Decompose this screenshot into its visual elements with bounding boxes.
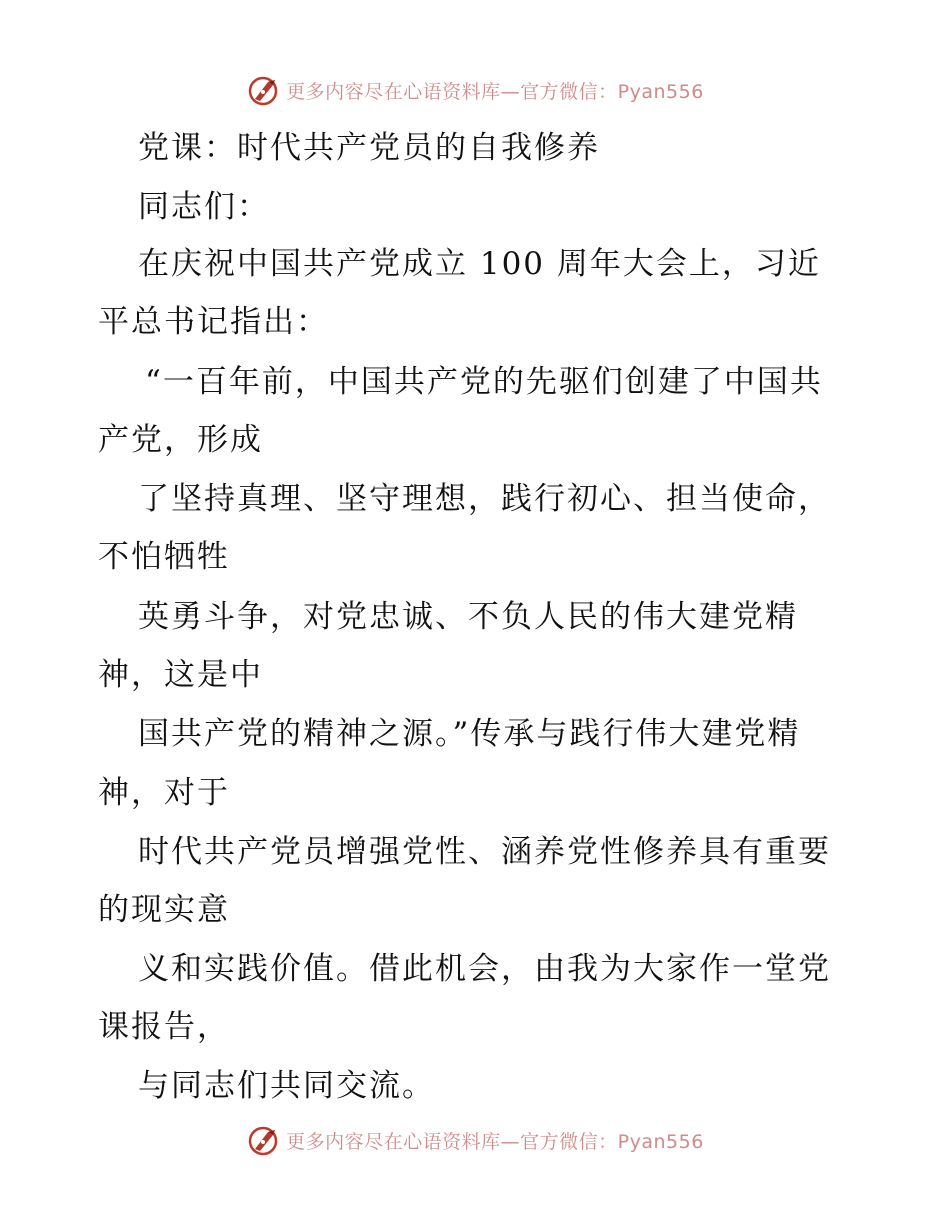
header-watermark — [0, 70, 950, 110]
paragraph-line: 不怕牺牲 — [98, 539, 230, 575]
paragraph-line: 同志们： — [138, 189, 270, 225]
document-title: 党课：时代共产党员的自我修养 — [138, 130, 600, 166]
paragraph-line: 义和实践价值。借此机会，由我为大家作一堂党 — [138, 951, 831, 987]
paragraph-line: 神，对于 — [98, 775, 230, 811]
pen-nib-icon — [246, 73, 280, 107]
paragraph-line: 在庆祝中国共产党成立 100 周年大会上，习近 — [138, 246, 821, 282]
paragraph-line: 平总书记指出： — [98, 304, 329, 340]
pen-nib-icon — [246, 1123, 280, 1157]
paragraph-line: 神，这是中 — [98, 657, 263, 693]
paragraph-line: 产党，形成 — [98, 422, 263, 458]
paragraph-line: 时代共产党员增强党性、涵养党性修养具有重要 — [138, 834, 831, 870]
paragraph-line: 的现实意 — [98, 892, 230, 928]
watermark-text: 更多内容尽在心语资料库—官方微信：Pyan556 — [286, 1130, 704, 1153]
paragraph-line: 与同志们共同交流。 — [138, 1068, 435, 1104]
footer-watermark — [0, 1120, 950, 1160]
paragraph-line: 课报告， — [98, 1009, 230, 1045]
paragraph-line: 国共产党的精神之源。”传承与践行伟大建党精 — [138, 716, 801, 752]
paragraph-line: “一百年前，中国共产党的先驱们创建了中国共 — [145, 364, 823, 400]
paragraph-line: 英勇斗争，对党忠诚、不负人民的伟大建党精 — [138, 599, 798, 635]
paragraph-line: 了坚持真理、坚守理想，践行初心、担当使命， — [138, 481, 831, 517]
watermark-text: 更多内容尽在心语资料库—官方微信：Pyan556 — [286, 80, 704, 103]
